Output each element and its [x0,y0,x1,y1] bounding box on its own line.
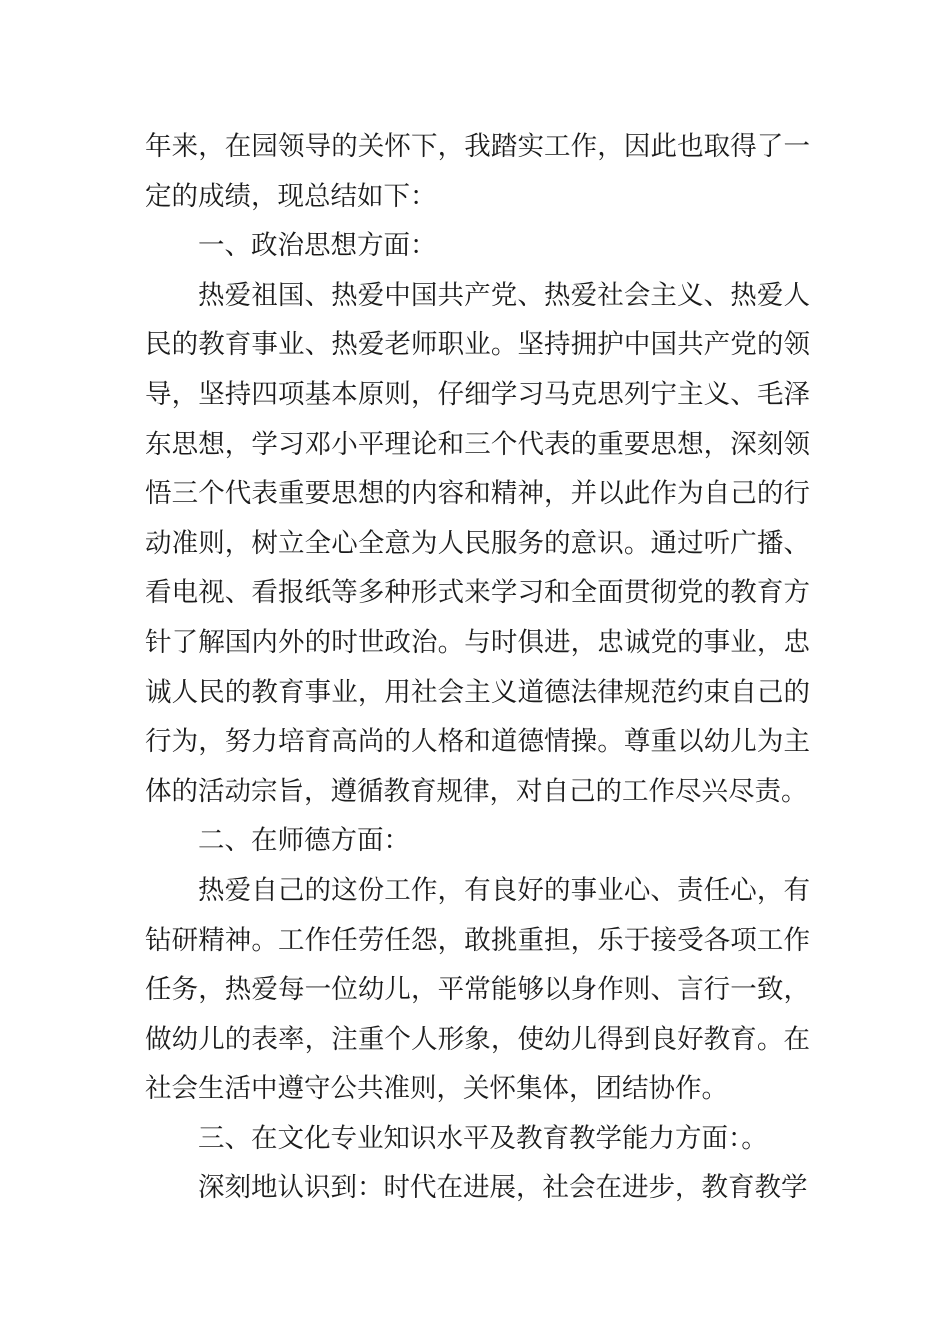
paragraph-politics: 热爱祖国、热爱中国共产党、热爱社会主义、热爱人民的教育事业、热爱老师职业。坚持拥护中国共产党的领导，坚持四项基本原则，仔细学习马克思列宁主义、毛泽东思想，学习邓小平理论和三个代表的重要思想，深刻领悟三个代表重要思想的内容和精神，并以此作为自己的行动准则，树立全心全意为人民服务的意识。通过听广播、看电视、看报纸等多种形式来学习和全面贯彻党的教育方针了解国内外的时世政治。与时俱进，忠诚党的事业，忠诚人民的教育事业，用社会主义道德法律规范约束自己的行为，努力培育高尚的人格和道德情操。尊重以幼儿为主体的活动宗旨，遵循教育规律，对自己的工作尽兴尽责。 [145,279,810,807]
paragraph-ethics: 热爱自己的这份工作，有良好的事业心、责任心，有钻研精神。工作任劳任怨，敢挑重担，乐于接受各项工作任务，热爱每一位幼儿，平常能够以身作则、言行一致，做幼儿的表率，注重个人形象，使幼儿得到良好教育。在社会生活中遵守公共准则，关怀集体，团结协作。 [145,874,810,1105]
section-heading-ethics: 二、在师德方面： [198,825,410,857]
section-heading-politics: 一、政治思想方面： [198,230,437,262]
document-body [145,122,810,1213]
paragraph-knowledge: 深刻地认识到：时代在进展，社会在进步，教育教学 [198,1172,808,1204]
paragraph-intro: 年来，在园领导的关怀下，我踏实工作，因此也取得了一定的成绩，现总结如下： [145,131,810,212]
section-heading-knowledge: 三、在文化专业知识水平及教育教学能力方面：。 [198,1122,768,1154]
